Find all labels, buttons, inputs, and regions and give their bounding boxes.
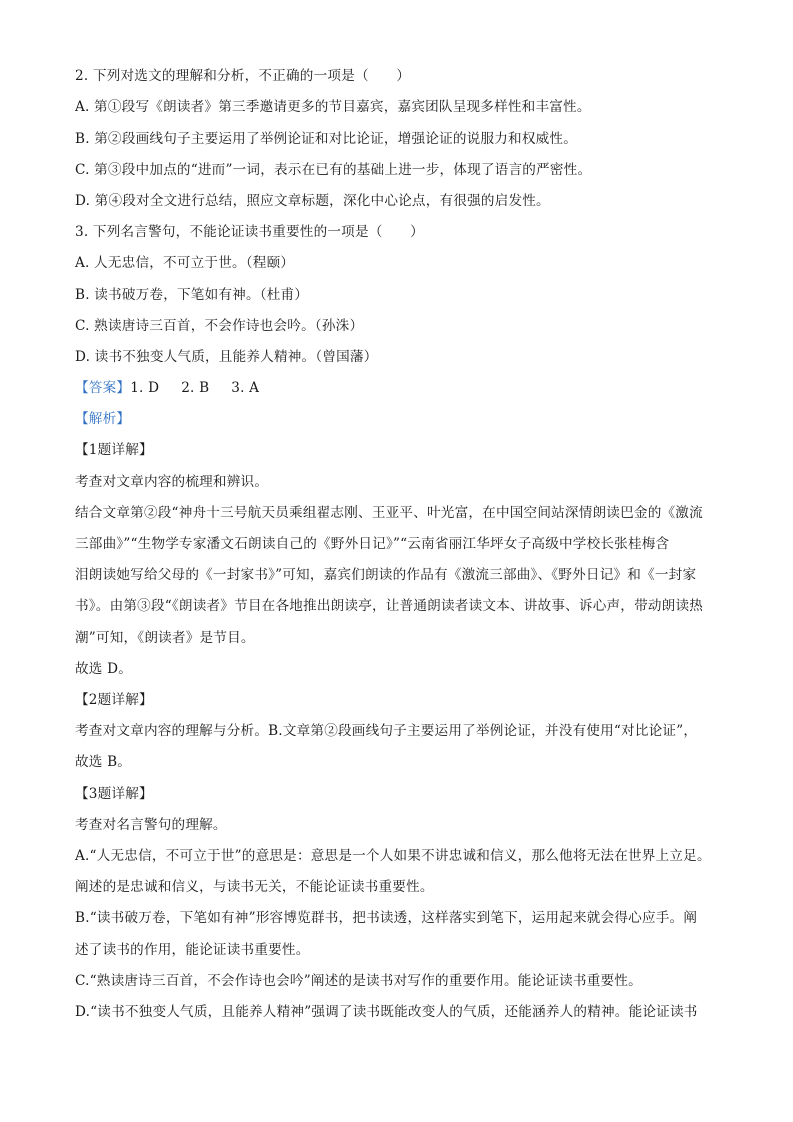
question-2-stem: 2. 下列对选文的理解和分析，不正确的一项是（ ）	[75, 68, 411, 84]
detail-1-heading: 【1题详解】	[75, 442, 153, 458]
detail-3-line: B.“读书破万卷，下笔如有神”形容博览群书，把书读透，这样落实到笔下，运用起来就会得心应手。阐	[75, 910, 698, 926]
detail-2-heading: 【2题详解】	[75, 692, 153, 708]
answer-label: 【答案】	[75, 380, 131, 396]
answer-item: 2. B	[181, 380, 210, 396]
detail-3-line: C.“熟读唐诗三百首，不会作诗也会吟”阐述的是读书对写作的重要作用。能论证读书重要性。	[75, 973, 642, 989]
question-3-option-b: B. 读书破万卷，下笔如有神。（杜甫）	[75, 287, 309, 303]
question-2-option-a: A. 第①段写《朗读者》第三季邀请更多的节目嘉宾，嘉宾团队呈现多样性和丰富性。	[75, 99, 591, 115]
detail-1-line: 三部曲》”“生物学专家潘文石朗读自己的《野外日记》”“云南省丽江华坪女子高级中学校长张桂梅含	[75, 536, 670, 552]
question-3-option-d: D. 读书不独变人气质，且能养人精神。（曾国藩）	[75, 349, 378, 365]
answer-item: 3. A	[231, 380, 260, 396]
detail-1-line: 结合文章第②段“神舟十三号航天员乘组翟志刚、王亚平、叶光富，在中国空间站深情朗读巴金的《激流	[75, 505, 703, 521]
answer-line	[75, 378, 733, 398]
detail-3-line: 述了读书的作用，能论证读书重要性。	[75, 942, 310, 958]
answer-item: 1. D	[130, 380, 160, 396]
detail-1-line: 故选 D。	[75, 661, 133, 677]
question-3-stem: 3. 下列名言警句，不能论证读书重要性的一项是（ ）	[75, 224, 424, 240]
question-2-option-b: B. 第②段画线句子主要运用了举例论证和对比论证，增强论证的说服力和权威性。	[75, 131, 578, 147]
detail-1-line: 潮”可知，《朗读者》是节目。	[75, 630, 255, 646]
question-2-option-c: C. 第③段中加点的“进而”一词，表示在已有的基础上进一步，体现了语言的严密性。	[75, 162, 592, 178]
detail-3-line: D.“读书不独变人气质，且能养人精神”强调了读书既能改变人的气质，还能涵养人的精神。能论证读书	[75, 1004, 698, 1020]
detail-1-line: 泪朗读她写给父母的《一封家书》”可知，嘉宾们朗读的作品有《激流三部曲》、《野外日记》和《一封家	[75, 567, 697, 583]
detail-3-line: 考查对名言警句的理解。	[75, 817, 227, 833]
detail-1-line: 考查对文章内容的梳理和辨识。	[75, 474, 269, 490]
detail-3-line: 阐述的是忠诚和信义，与读书无关，不能论证读书重要性。	[75, 879, 434, 895]
detail-3-line: A.“人无忠信，不可立于世”的意思是：意思是一个人如果不讲忠诚和信义，那么他将无法在世界上立足。	[75, 848, 711, 864]
detail-2-line: 考查对文章内容的理解与分析。B.文章第②段画线句子主要运用了举例论证，并没有使用“对比论证”，	[75, 723, 698, 739]
question-3-option-a: A. 人无忠信，不可立于世。（程颐）	[75, 255, 295, 271]
question-2-option-d: D. 第④段对全文进行总结，照应文章标题，深化中心论点，有很强的启发性。	[75, 193, 550, 209]
question-3-option-c: C. 熟读唐诗三百首，不会作诗也会吟。（孙洙）	[75, 318, 364, 334]
detail-3-heading: 【3题详解】	[75, 786, 153, 802]
analysis-label: 【解析】	[75, 411, 131, 427]
detail-1-line: 书》。由第③段“《朗读者》节目在各地推出朗读亭，让普通朗读者读文本、讲故事、诉心声，带动朗读热	[75, 598, 704, 614]
detail-2-line: 故选 B。	[75, 754, 132, 770]
